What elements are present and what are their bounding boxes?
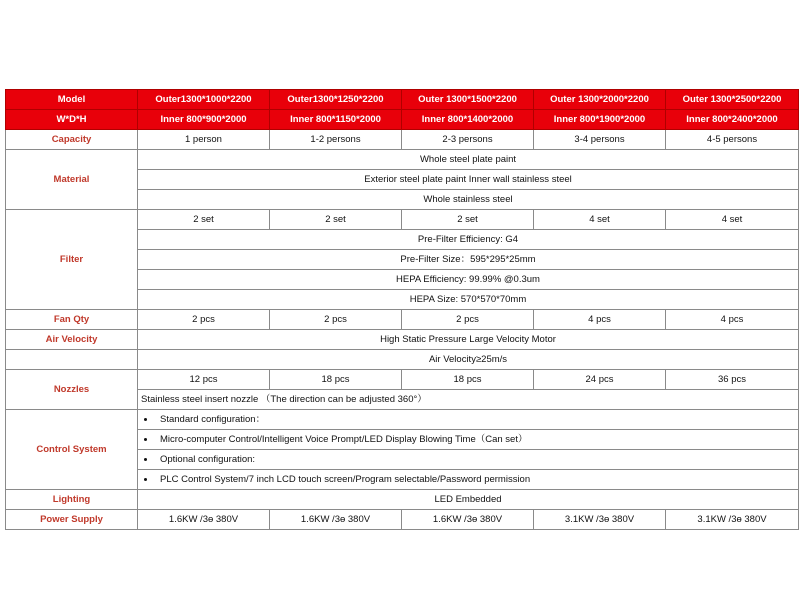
- wdh-cell: Inner 800*2400*2000: [666, 110, 799, 130]
- power-supply-cell: 1.6KW /3ɵ 380V: [270, 510, 402, 530]
- wdh-cell: Inner 800*1400*2000: [402, 110, 534, 130]
- model-cell: Outer 1300*1500*2200: [402, 90, 534, 110]
- lighting-value: LED Embedded: [138, 490, 799, 510]
- nozzles-cell: 36 pcs: [666, 370, 799, 390]
- row-label-nozzles: Nozzles: [6, 370, 138, 410]
- row-label-air-velocity: Air Velocity: [6, 330, 138, 350]
- row-label-fan-qty: Fan Qty: [6, 310, 138, 330]
- control-item-text: Optional configuration:: [160, 453, 256, 465]
- nozzles-note: Stainless steel insert nozzle （The direction can be adjusted 360°）: [138, 390, 799, 410]
- bullet-icon: [144, 418, 147, 421]
- row-control-1: [6, 410, 799, 430]
- row-power-supply: [6, 510, 799, 530]
- bullet-icon: [144, 458, 147, 461]
- control-item-text: Micro-computer Control/Intelligent Voice Prompt/LED Display Blowing Time（Can set）: [160, 433, 528, 445]
- nozzles-cell: 24 pcs: [534, 370, 666, 390]
- capacity-cell: 3-4 persons: [534, 130, 666, 150]
- bullet-icon: [144, 478, 147, 481]
- material-option: Whole stainless steel: [138, 190, 799, 210]
- spec-table: [5, 89, 799, 530]
- capacity-cell: 4-5 persons: [666, 130, 799, 150]
- fan-qty-cell: 2 pcs: [138, 310, 270, 330]
- row-label-control-system: Control System: [6, 410, 138, 490]
- capacity-cell: 1 person: [138, 130, 270, 150]
- filter-note: Pre-Filter Size：595*295*25mm: [138, 250, 799, 270]
- power-supply-cell: 1.6KW /3ɵ 380V: [402, 510, 534, 530]
- filter-note: Pre-Filter Efficiency: G4: [138, 230, 799, 250]
- power-supply-cell: 1.6KW /3ɵ 380V: [138, 510, 270, 530]
- wdh-cell: Inner 800*1150*2000: [270, 110, 402, 130]
- row-label-material: Material: [6, 150, 138, 210]
- control-item: [138, 470, 799, 490]
- wdh-cell: Inner 800*900*2000: [138, 110, 270, 130]
- row-label-filter: Filter: [6, 210, 138, 310]
- filter-cell: 2 set: [138, 210, 270, 230]
- filter-cell: 4 set: [534, 210, 666, 230]
- filter-cell: 2 set: [402, 210, 534, 230]
- air-velocity-value: Air Velocity≥25m/s: [138, 350, 799, 370]
- fan-qty-cell: 2 pcs: [402, 310, 534, 330]
- bullet-icon: [144, 438, 147, 441]
- filter-cell: 4 set: [666, 210, 799, 230]
- model-cell: Outer 1300*2000*2200: [534, 90, 666, 110]
- row-lighting: [6, 490, 799, 510]
- power-supply-cell: 3.1KW /3ɵ 380V: [666, 510, 799, 530]
- model-cell: Outer1300*1250*2200: [270, 90, 402, 110]
- row-nozzles: [6, 370, 799, 390]
- row-label-lighting: Lighting: [6, 490, 138, 510]
- air-velocity-motor: High Static Pressure Large Velocity Motor: [138, 330, 799, 350]
- fan-qty-cell: 4 pcs: [666, 310, 799, 330]
- filter-note: HEPA Efficiency: 99.99% @0.3um: [138, 270, 799, 290]
- control-item: [138, 410, 799, 430]
- control-item: [138, 430, 799, 450]
- capacity-cell: 2-3 persons: [402, 130, 534, 150]
- control-item: [138, 450, 799, 470]
- row-capacity: [6, 130, 799, 150]
- row-air-velocity-2: [6, 350, 799, 370]
- filter-cell: 2 set: [270, 210, 402, 230]
- nozzles-cell: 12 pcs: [138, 370, 270, 390]
- header-row-model: [6, 90, 799, 110]
- row-air-velocity-1: [6, 330, 799, 350]
- fan-qty-cell: 4 pcs: [534, 310, 666, 330]
- row-label-wdh: W*D*H: [6, 110, 138, 130]
- control-item-text: Standard configuration：: [160, 413, 266, 425]
- fan-qty-cell: 2 pcs: [270, 310, 402, 330]
- power-supply-cell: 3.1KW /3ɵ 380V: [534, 510, 666, 530]
- row-label-model: Model: [6, 90, 138, 110]
- model-cell: Outer 1300*2500*2200: [666, 90, 799, 110]
- material-option: Exterior steel plate paint Inner wall stainless steel: [138, 170, 799, 190]
- row-material-1: [6, 150, 799, 170]
- control-item-text: PLC Control System/7 inch LCD touch screen/Program selectable/Password permission: [160, 473, 531, 485]
- capacity-cell: 1-2 persons: [270, 130, 402, 150]
- material-option: Whole steel plate paint: [138, 150, 799, 170]
- empty-label-cell: [6, 350, 138, 370]
- row-filter-sets: [6, 210, 799, 230]
- row-label-capacity: Capacity: [6, 130, 138, 150]
- nozzles-cell: 18 pcs: [270, 370, 402, 390]
- row-fan-qty: [6, 310, 799, 330]
- model-cell: Outer1300*1000*2200: [138, 90, 270, 110]
- row-label-power-supply: Power Supply: [6, 510, 138, 530]
- wdh-cell: Inner 800*1900*2000: [534, 110, 666, 130]
- header-row-wdh: [6, 110, 799, 130]
- nozzles-cell: 18 pcs: [402, 370, 534, 390]
- filter-note: HEPA Size: 570*570*70mm: [138, 290, 799, 310]
